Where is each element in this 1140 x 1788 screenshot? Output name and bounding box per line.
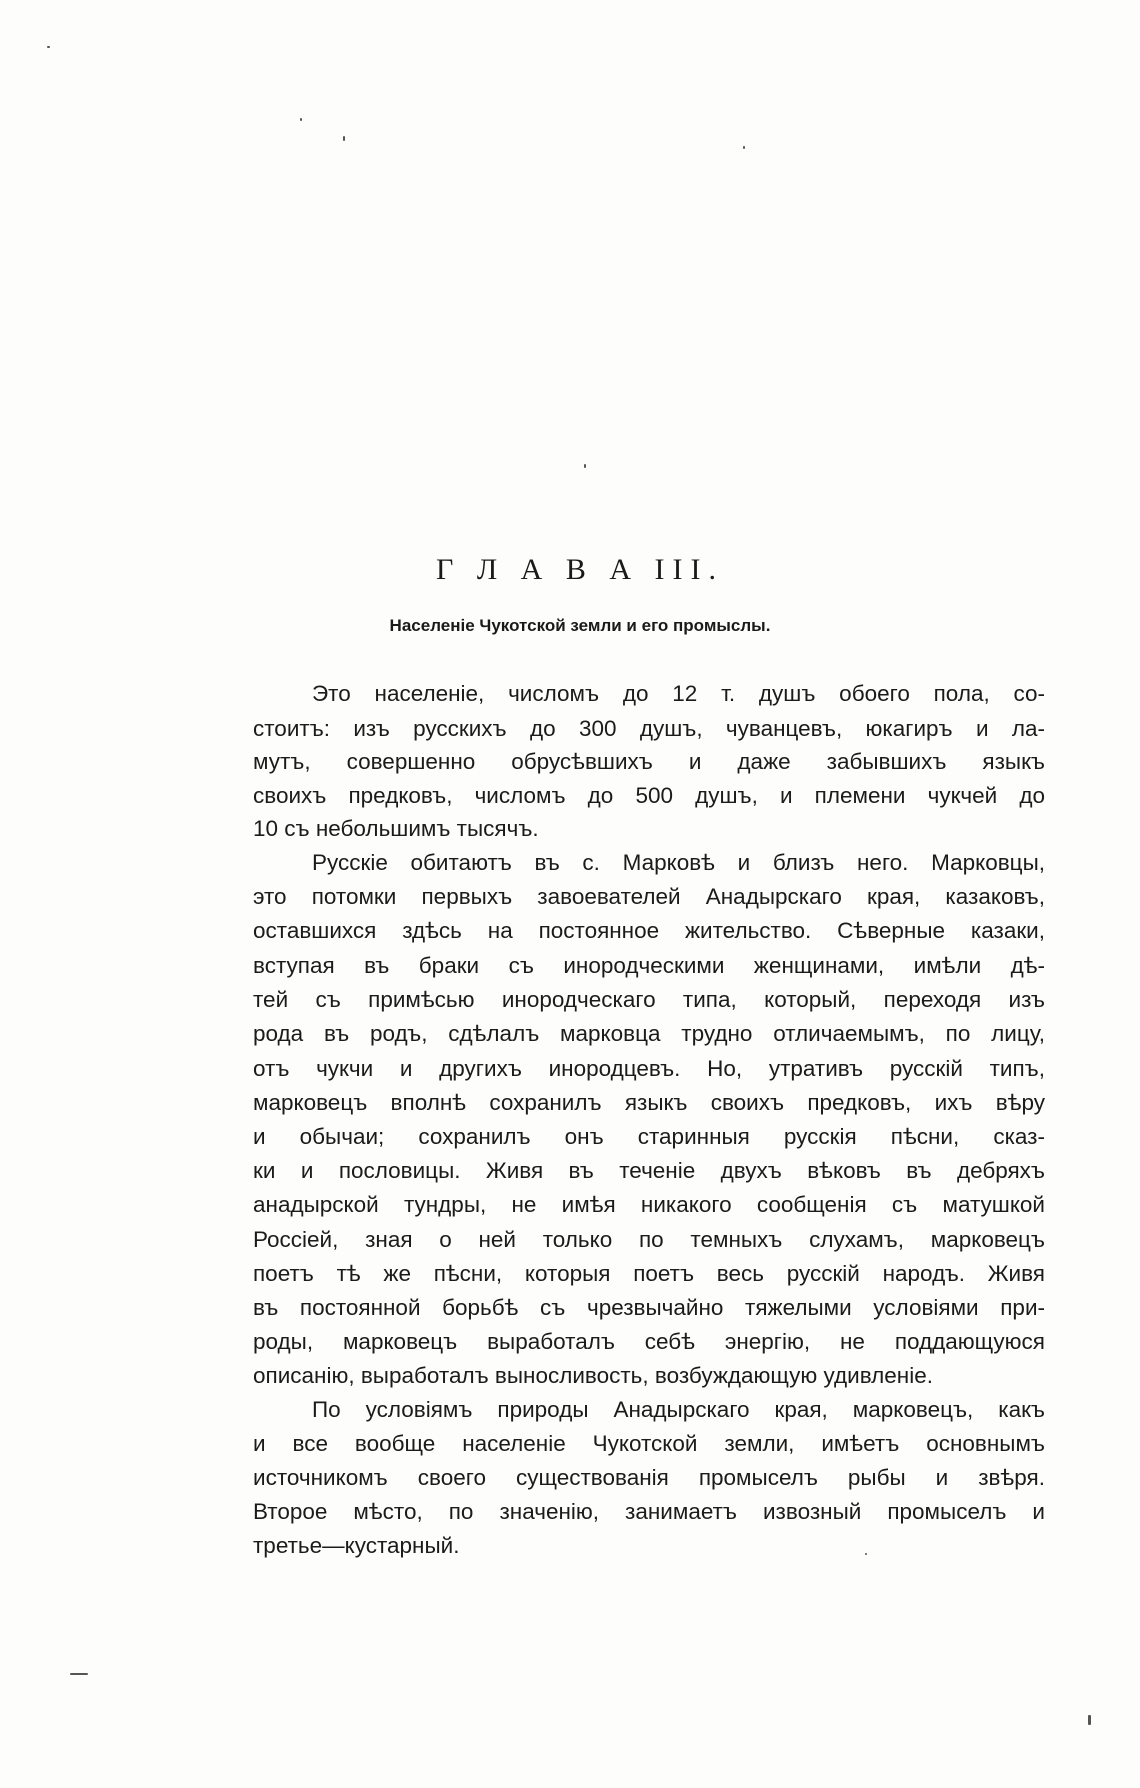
text-line: Второе мѣсто, по значенію, занимаетъ извозный промыселъ и: [253, 1499, 1045, 1524]
scan-speck: [1088, 1715, 1091, 1725]
text-line: мутъ, совершенно обрусѣвшихъ и даже забывшихъ языкъ: [253, 749, 1045, 774]
scan-speck: [47, 46, 50, 48]
text-line: По условіямъ природы Анадырскаго края, марковецъ, какъ: [312, 1397, 1045, 1422]
text-line: источникомъ своего существованія промыселъ рыбы и звѣря.: [253, 1465, 1045, 1490]
scan-speck: [343, 136, 345, 141]
text-line: ки и пословицы. Живя въ теченіе двухъ вѣковъ въ дебряхъ: [253, 1158, 1045, 1183]
scan-speck: [743, 146, 745, 149]
text-line: марковецъ вполнѣ сохранилъ языкъ своихъ предковъ, ихъ вѣру: [253, 1090, 1045, 1115]
text-line: и обычаи; сохранилъ онъ старинныя русскія пѣсни, сказ-: [253, 1124, 1045, 1149]
text-line: это потомки первыхъ завоевателей Анадырскаго края, казаковъ,: [253, 884, 1045, 909]
text-line: Это населеніе, числомъ до 12 т. душъ обоего пола, со-: [312, 681, 1045, 706]
text-line: рода въ родъ, сдѣлалъ марковца трудно отличаемымъ, по лицу,: [253, 1021, 1045, 1046]
text-line: тей съ примѣсью инородческаго типа, который, переходя изъ: [253, 987, 1045, 1012]
chapter-subtitle: Населеніе Чукотской земли и его промыслы.: [389, 616, 771, 635]
scan-speck: [70, 1673, 88, 1675]
scan-speck: [300, 118, 302, 121]
chapter-title: Г Л А В А III.: [435, 553, 724, 586]
text-line: 10 съ небольшимъ тысячъ.: [253, 816, 539, 841]
text-line: Русскіе обитаютъ въ с. Марковѣ и близъ него. Марковцы,: [312, 850, 1045, 875]
text-line: вступая въ браки съ инородческими женщинами, имѣли дѣ-: [253, 953, 1045, 978]
text-line: третье—кустарный.: [253, 1533, 460, 1558]
text-line: стоитъ: изъ русскихъ до 300 душъ, чуванцевъ, юкагиръ и ла-: [253, 716, 1045, 741]
text-line: анадырской тундры, не имѣя никакого сообщенія съ матушкой: [253, 1192, 1045, 1217]
text-line: описанію, выработалъ выносливость, возбуждающую удивленіе.: [253, 1363, 933, 1388]
text-line: и все вообще населеніе Чукотской земли, имѣетъ основнымъ: [253, 1431, 1045, 1456]
text-line: въ постоянной борьбѣ съ чрезвычайно тяжелыми условіями при-: [253, 1295, 1045, 1320]
text-line: поетъ тѣ же пѣсни, которыя поетъ весь русскій народъ. Живя: [253, 1261, 1045, 1286]
text-line: Россіей, зная о ней только по темныхъ слухамъ, марковецъ: [253, 1227, 1045, 1252]
scan-speck: [584, 464, 586, 468]
text-line: роды, марковецъ выработалъ себѣ энергію, не поддающуюся: [253, 1329, 1045, 1354]
text-line: отъ чукчи и другихъ инородцевъ. Но, утративъ русскій типъ,: [253, 1056, 1045, 1081]
text-line: своихъ предковъ, числомъ до 500 душъ, и племени чукчей до: [253, 783, 1045, 808]
text-line: оставшихся здѣсь на постоянное жительство. Сѣверные казаки,: [253, 918, 1045, 943]
